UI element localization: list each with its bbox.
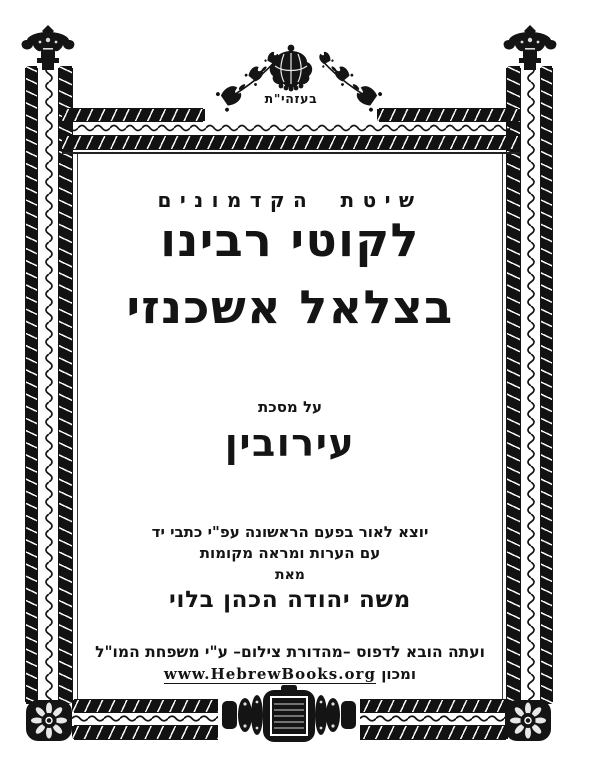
wavy-rule-icon xyxy=(62,122,520,134)
reprint-line: ועתה הובא לדפוס –מהדורת צילום– ע"י משפחת המו"ל xyxy=(95,642,485,661)
on-tractate-label: על מסכת xyxy=(257,398,323,416)
corner-rosette-icon xyxy=(504,699,552,742)
website-line xyxy=(80,665,500,683)
tractate-name: עירובין xyxy=(224,420,356,465)
rule-line xyxy=(77,154,78,699)
publication-line2: עם הערות ומראה מקומות xyxy=(199,544,381,562)
rule-line xyxy=(502,154,503,699)
publication-line1: יוצא לאור בפעם הראשונה עפ"י כתבי יד xyxy=(151,523,429,541)
title-block xyxy=(80,188,500,335)
wavy-rule-icon xyxy=(42,66,56,704)
left-border-column xyxy=(26,66,72,704)
corner-rosette-icon xyxy=(25,699,73,742)
reprint-block xyxy=(80,642,500,683)
column-capital-icon xyxy=(19,24,77,70)
top-border-band xyxy=(377,109,520,121)
column-band xyxy=(59,66,72,704)
main-title-line1: לקוטי רבינו xyxy=(160,213,420,267)
column-capital-icon xyxy=(501,24,559,70)
crown-ornament-icon xyxy=(264,44,318,92)
top-border-band xyxy=(62,109,205,121)
top-border-band xyxy=(62,136,520,149)
website-link[interactable]: www.HebrewBooks.org xyxy=(163,665,377,683)
publication-block xyxy=(80,522,500,613)
author-name: משה יהודה הכהן בלוי xyxy=(169,586,411,613)
right-border-column xyxy=(507,66,553,704)
blessing-text: בעזהי"ת xyxy=(264,91,318,106)
institute-label: ומכון xyxy=(381,665,417,683)
series-title: שיטת הקדמונים xyxy=(157,188,423,212)
wavy-rule-icon xyxy=(524,66,538,704)
rule-line xyxy=(62,152,520,154)
column-band xyxy=(26,66,37,704)
cartouche-medallion-icon xyxy=(218,684,360,748)
floral-spray-icon xyxy=(314,50,386,118)
main-title-line2: בצלאל אשכנזי xyxy=(126,280,454,335)
by-label: מאת xyxy=(275,567,305,583)
column-band xyxy=(541,66,552,704)
column-band xyxy=(507,66,520,704)
tractate-block xyxy=(80,398,500,465)
